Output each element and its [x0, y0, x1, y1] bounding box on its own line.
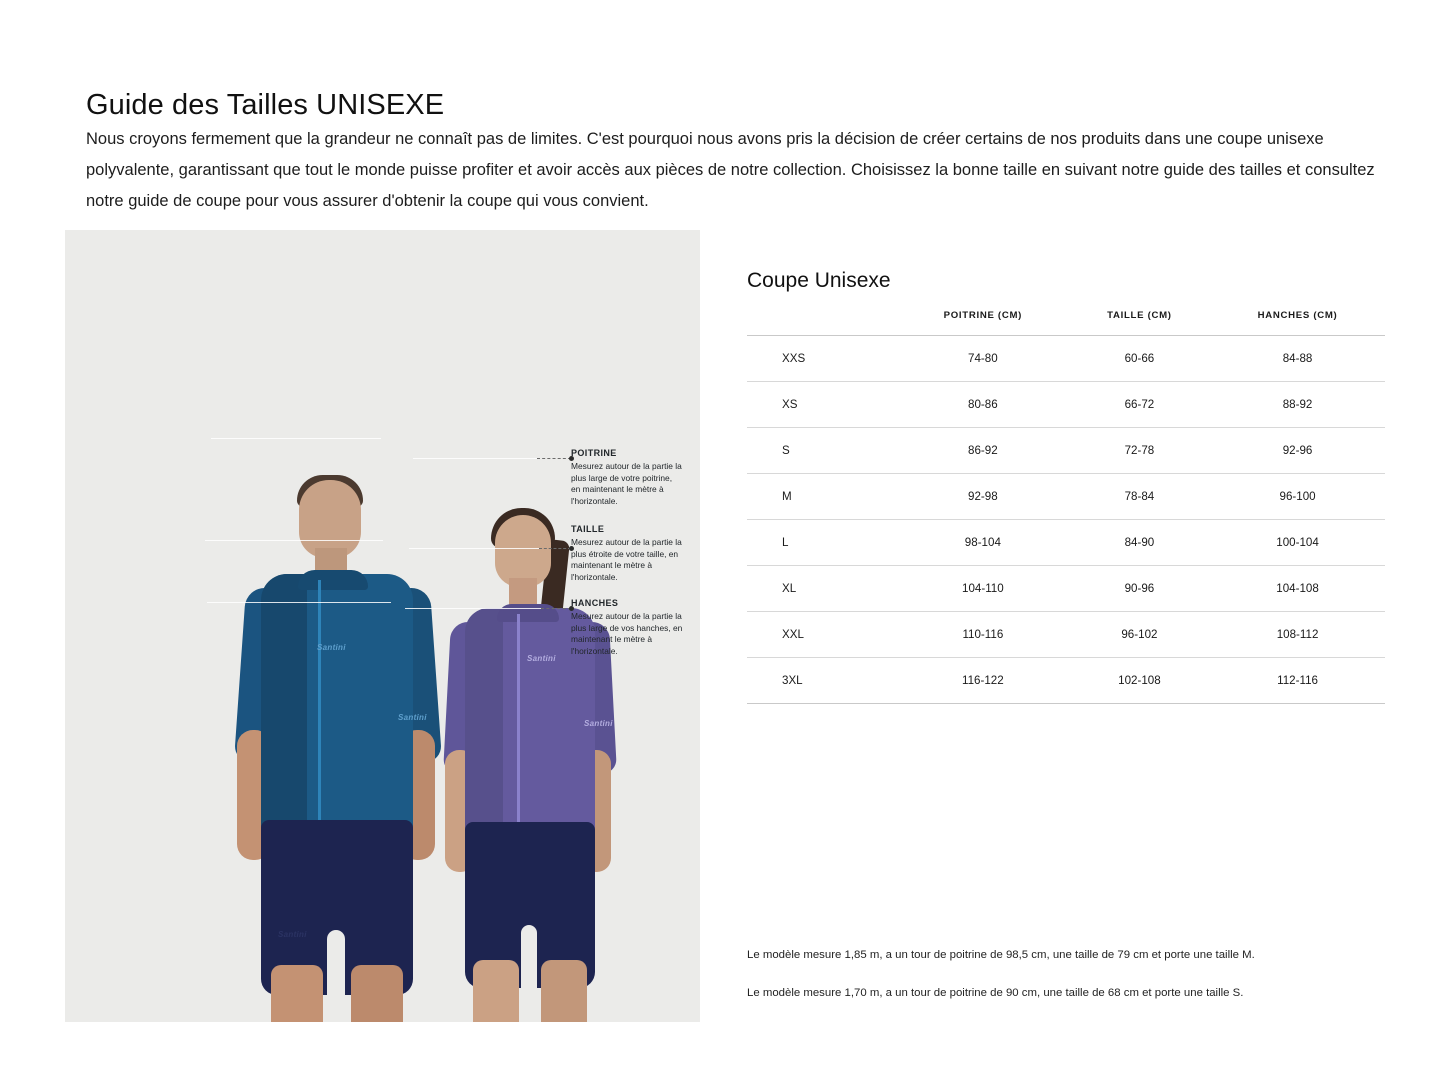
female-head [495, 515, 551, 587]
cell-chest: 104-110 [897, 566, 1069, 612]
cell-chest: 98-104 [897, 520, 1069, 566]
intro-paragraph: Nous croyons fermement que la grandeur ne connaît pas de limites. C'est pourquoi nous avons pris la décision de créer certains de nos produits dans une coupe unisexe polyvalente, garantissant que tout le monde puisse profiter et avoir accès aux pièces de notre collection. Choisissez la bonne taille en suivant notre guide des tailles et consultez notre guide de coupe pour vous assurer d'obtenir la coupe qui vous convient. [86, 130, 1375, 210]
annotation-chest [571, 448, 683, 507]
annotation-chest-text: Mesurez autour de la partie la plus large de votre poitrine, en maintenant le mètre à l'horizontale. [571, 461, 682, 506]
annotation-waist [571, 524, 683, 583]
male-leg-gap [327, 930, 345, 1000]
female-jersey-shadow [465, 608, 503, 838]
female-leg-gap [521, 925, 537, 991]
cell-size: 3XL [747, 658, 897, 704]
female-collar [497, 604, 559, 622]
cell-chest: 86-92 [897, 428, 1069, 474]
table-row [747, 428, 1385, 474]
page-title: Guide des Tailles UNISEXE [86, 89, 445, 122]
cell-hips: 88-92 [1210, 382, 1385, 428]
brand-logo-female-chest: Santini [527, 654, 556, 663]
male-zipper [318, 580, 321, 830]
cell-waist: 102-108 [1069, 658, 1210, 704]
hips-leader-line [541, 608, 571, 609]
cell-waist: 60-66 [1069, 336, 1210, 382]
annotation-hips-title: HANCHES [571, 598, 619, 608]
annotation-hips [571, 598, 683, 657]
cell-size: XL [747, 566, 897, 612]
cell-waist: 72-78 [1069, 428, 1210, 474]
model-note-female: Le modèle mesure 1,70 m, a un tour de poitrine de 90 cm, une taille de 68 cm et porte une taille S. [747, 987, 1244, 999]
chest-measure-line-male [211, 438, 381, 439]
chest-measure-line-female [413, 458, 537, 459]
table-title: Coupe Unisexe [747, 269, 891, 293]
table-row [747, 520, 1385, 566]
table-row [747, 336, 1385, 382]
waist-measure-line-female [409, 548, 539, 549]
models-photo [65, 230, 700, 1022]
cell-size: L [747, 520, 897, 566]
brand-logo-male-shorts: Santini [278, 930, 307, 939]
header-waist: TAILLE (CM) [1069, 300, 1210, 336]
header-size [747, 300, 897, 336]
cell-waist: 78-84 [1069, 474, 1210, 520]
cell-hips: 84-88 [1210, 336, 1385, 382]
waist-leader-line [539, 548, 571, 549]
male-left-leg [271, 965, 323, 1022]
brand-logo-male-chest: Santini [317, 643, 346, 652]
brand-logo-male-sleeve: Santini [398, 713, 427, 722]
annotation-hips-text: Mesurez autour de la partie la plus large de vos hanches, en maintenant le mètre à l'horizontale. [571, 611, 683, 656]
cell-hips: 104-108 [1210, 566, 1385, 612]
chest-leader-line [537, 458, 571, 459]
table-header-row [747, 300, 1385, 336]
cell-waist: 96-102 [1069, 612, 1210, 658]
cell-size: XXL [747, 612, 897, 658]
annotation-waist-title: TAILLE [571, 524, 605, 534]
cell-chest: 80-86 [897, 382, 1069, 428]
cell-size: M [747, 474, 897, 520]
photo-illustration [65, 230, 700, 1022]
model-notes [747, 946, 1407, 1022]
male-jersey-shadow [261, 574, 307, 836]
brand-logo-female-sleeve: Santini [584, 719, 613, 728]
cell-hips: 100-104 [1210, 520, 1385, 566]
header-hips: HANCHES (CM) [1210, 300, 1385, 336]
cell-chest: 116-122 [897, 658, 1069, 704]
hips-measure-line-male [207, 602, 391, 603]
cell-size: S [747, 428, 897, 474]
table-row [747, 612, 1385, 658]
cell-waist: 84-90 [1069, 520, 1210, 566]
cell-waist: 66-72 [1069, 382, 1210, 428]
model-note-male: Le modèle mesure 1,85 m, a un tour de poitrine de 98,5 cm, une taille de 79 cm et porte une taille M. [747, 949, 1255, 961]
size-table [747, 300, 1385, 704]
cell-size: XXS [747, 336, 897, 382]
female-zipper [517, 614, 520, 834]
hips-measure-line-female [405, 608, 541, 609]
size-table-body [747, 336, 1385, 704]
female-right-leg [541, 960, 587, 1022]
size-table-head [747, 300, 1385, 336]
cell-chest: 92-98 [897, 474, 1069, 520]
cell-hips: 92-96 [1210, 428, 1385, 474]
annotation-chest-title: POITRINE [571, 448, 617, 458]
waist-measure-line-male [205, 540, 383, 541]
table-row [747, 382, 1385, 428]
table-row [747, 474, 1385, 520]
male-right-leg [351, 965, 403, 1022]
table-row [747, 658, 1385, 704]
annotation-waist-text: Mesurez autour de la partie la plus étroite de votre taille, en maintenant le mètre à l'horizontale. [571, 537, 682, 582]
cell-chest: 110-116 [897, 612, 1069, 658]
male-head [299, 480, 361, 558]
female-left-leg [473, 960, 519, 1022]
cell-size: XS [747, 382, 897, 428]
cell-chest: 74-80 [897, 336, 1069, 382]
cell-waist: 90-96 [1069, 566, 1210, 612]
header-chest: POITRINE (CM) [897, 300, 1069, 336]
cell-hips: 108-112 [1210, 612, 1385, 658]
cell-hips: 112-116 [1210, 658, 1385, 704]
cell-hips: 96-100 [1210, 474, 1385, 520]
table-row [747, 566, 1385, 612]
male-collar [298, 570, 368, 590]
